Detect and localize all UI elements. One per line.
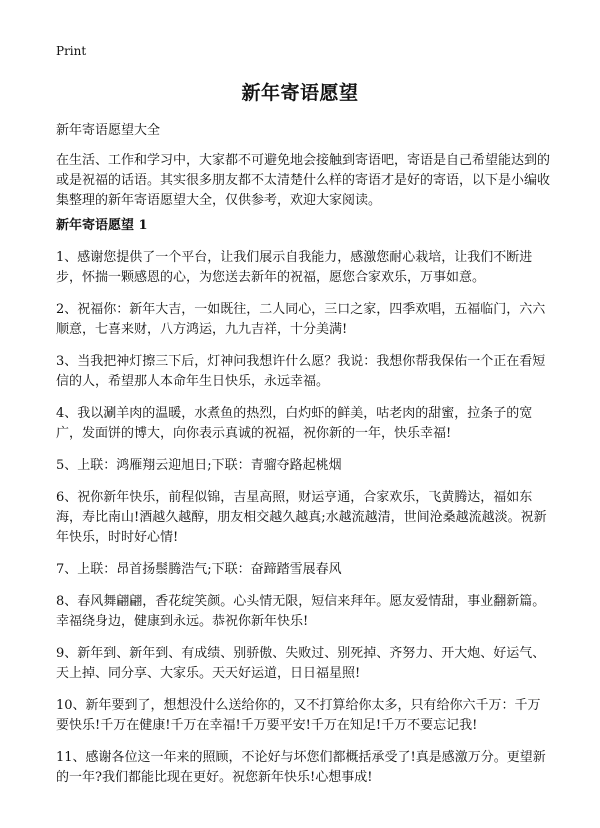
list-item: 4、我以涮羊肉的温暖，水煮鱼的热烈，白灼虾的鲜美，咕老肉的甜蜜，拉条子的宽广，发面饼的博大，向你表示真诚的祝福，祝你新的一年，快乐幸福!	[56, 406, 533, 441]
list-item: 7、上联：昂首扬鬃腾浩气;下联：奋蹄踏雪展春风	[56, 562, 342, 577]
list-item: 1、感谢您提供了一个平台，让我们展示自我能力，感激您耐心栽培，让我们不断进步，怀揣一颗感恩的心，为您送去新年的祝福，愿您合家欢乐，万事如意。	[56, 250, 533, 285]
intro-paragraph: 在生活、工作和学习中，大家都不可避免地会接触到寄语吧，寄语是自己希望能达到的或是祝福的话语。其实很多朋友都不太清楚什么样的寄语才是好的寄语，以下是小编收集整理的新年寄语愿望大全，仅供参考，欢迎大家阅读。	[56, 153, 551, 208]
list-item: 8、春风舞翩翩，香花绽笑颜。心头情无限，短信来拜年。愿友爱情甜，事业翻新篇。幸福绕身边，健康到永远。恭祝你新年快乐!	[56, 594, 546, 629]
entry-list	[56, 248, 552, 800]
document-subtitle: 新年寄语愿望大全	[56, 123, 161, 138]
list-item: 6、祝你新年快乐，前程似锦，吉星高照，财运亨通，合家欢乐，飞黄腾达，福如东海，寿比南山!酒越久越醇，朋友相交越久越真;水越流越清，世间沧桑越流越淡。祝新年快乐，时时好心情!	[56, 490, 547, 545]
list-item: 3、当我把神灯擦三下后，灯神问我想许什么愿？我说：我想你帮我保佑一个正在看短信的人，希望那人本命年生日快乐，永远幸福。	[56, 354, 546, 389]
list-item: 11、感谢各位这一年来的照顾，不论好与坏您们都概括承受了!真是感激万分。更望新的一年?我们都能比现在更好。祝您新年快乐!心想事成!	[56, 750, 546, 785]
list-item: 5、上联：鸿雁翔云迎旭日;下联：青骝夺路起桃烟	[56, 458, 342, 473]
list-item: 2、祝福你：新年大吉，一如既往，二人同心，三口之家，四季欢唱，五福临门，六六顺意，七喜来财，八方鸿运，九九吉祥，十分美满!	[56, 302, 546, 337]
list-item: 9、新年到、新年到、有成绩、别骄傲、失败过、别死掉、齐努力、开大炮、好运气、天上掉、同分享、大家乐。天天好运道，日日福星照!	[56, 646, 546, 681]
section-heading: 新年寄语愿望 1	[56, 218, 148, 233]
list-item: 10、新年要到了，想想没什么送给你的，又不打算给你太多，只有给你六千万：千万要快乐!千万在健康!千万在幸福!千万要平安!千万在知足!千万不要忘记我!	[56, 698, 541, 733]
page-title: 新年寄语愿望	[241, 82, 359, 104]
print-link[interactable]: Print	[56, 44, 87, 58]
